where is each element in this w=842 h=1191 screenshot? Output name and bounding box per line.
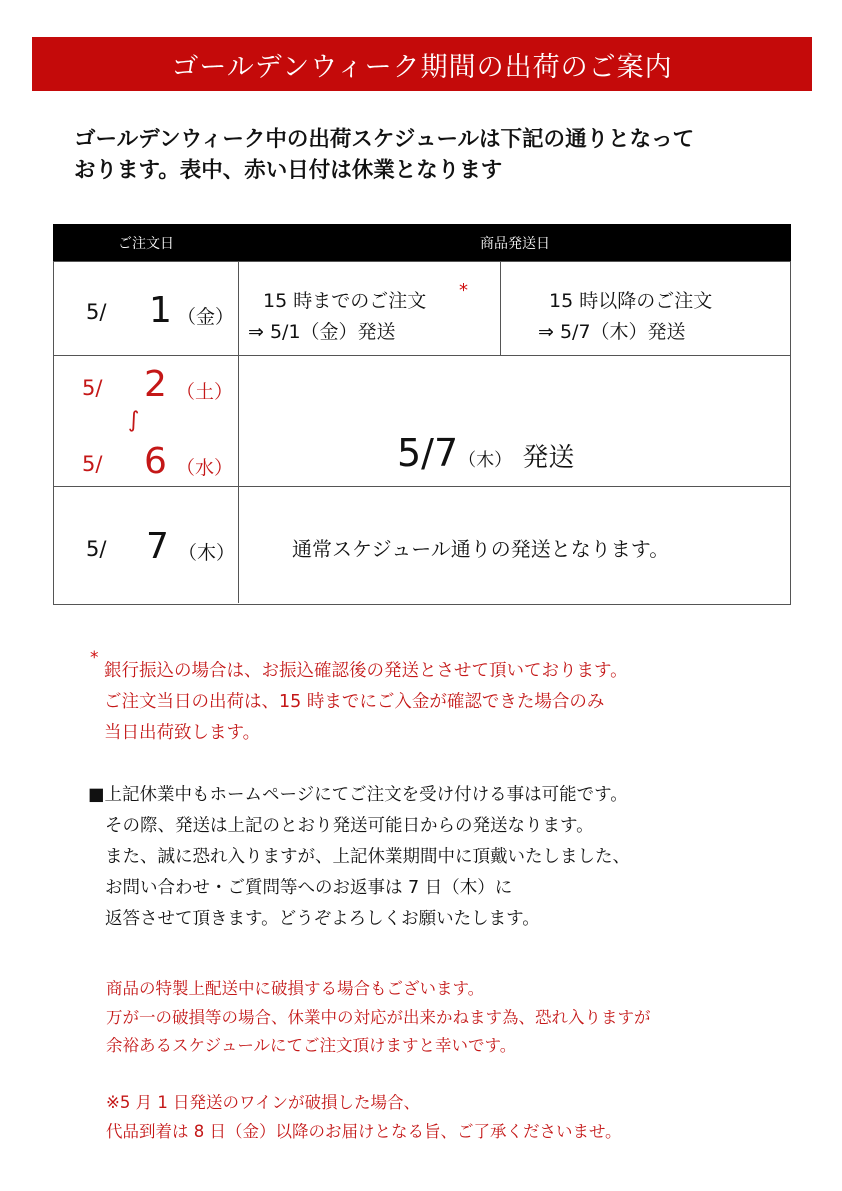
web-note-line-1: ■上記休業中もホームページにてご注文を受け付ける事は可能です。 xyxy=(88,785,628,805)
damage-note-spacer xyxy=(106,1061,651,1090)
damage-note-line-5: ※5 月 1 日発送のワインが破損した場合、 xyxy=(106,1093,421,1112)
row1-day: 1 xyxy=(149,290,172,331)
row2-to-weekday: （水） xyxy=(176,457,234,479)
bank-transfer-note xyxy=(104,656,628,749)
asterisk-mark: * xyxy=(459,280,468,301)
after-15-ship: ⇒ 5/7（木）発送 xyxy=(538,321,686,343)
row-divider xyxy=(54,355,790,356)
bank-note-line-2: ご注文当日の出荷は、15 時までにご入金が確認できた場合のみ xyxy=(104,692,605,712)
row3-day: 7 xyxy=(146,526,169,567)
web-note-line-5: 返答させて頂きます。どうぞよろしくお願いたします。 xyxy=(105,909,540,929)
row2-from-weekday: （土） xyxy=(176,381,234,403)
row2-to-day: 6 xyxy=(144,441,167,482)
row2-ship-date xyxy=(397,431,574,475)
before-15-title: 15 時までのご注文 xyxy=(263,290,427,312)
row3-weekday: （木） xyxy=(178,542,236,564)
bank-note-line-1: 銀行振込の場合は、お振込確認後の発送とさせて頂いております。 xyxy=(104,661,628,681)
before-15-ship: ⇒ 5/1（金）発送 xyxy=(248,321,396,343)
damage-note-line-2: 万が一の破損等の場合、休業中の対応が出来かねます為、恐れ入りますが xyxy=(106,1007,651,1027)
column-divider xyxy=(238,262,239,603)
page-title: ゴールデンウィーク期間の出荷のご案内 xyxy=(171,51,673,83)
header-order-date: ご注文日 xyxy=(118,235,174,252)
table-body xyxy=(53,261,791,605)
intro-text xyxy=(74,124,794,186)
damage-note-line-6: 代品到着は 8 日（金）以降のお届けとなる旨、ご了承くださいませ。 xyxy=(106,1121,622,1141)
damage-note-line-1: 商品の特製上配送中に破損する場合もございます。 xyxy=(106,979,485,998)
web-note-line-4: お問い合わせ・ご質問等へのお返事は 7 日（木）に xyxy=(105,878,513,898)
range-mark: ∫ xyxy=(128,408,140,433)
bank-note-asterisk: * xyxy=(90,648,99,668)
row-divider xyxy=(54,486,790,487)
row2-ship-date-value: 5/7 xyxy=(397,431,459,475)
row2-ship-label: 発送 xyxy=(522,443,575,473)
damage-note xyxy=(106,975,651,1146)
web-note-line-3: また、誠に恐れ入りますが、上記休業期間中に頂戴いたしました、 xyxy=(105,847,630,867)
row3-ship-text: 通常スケジュール通りの発送となります。 xyxy=(292,537,670,561)
row2-from-day: 2 xyxy=(144,364,167,405)
row1-weekday: （金） xyxy=(177,306,235,328)
web-order-note xyxy=(88,780,630,935)
page-title-banner xyxy=(32,37,812,91)
row2-to-month: 5/ xyxy=(82,452,103,476)
header-ship-date: 商品発送日 xyxy=(480,235,550,252)
after-15-title: 15 時以降のご注文 xyxy=(549,290,713,312)
intro-line-1: ゴールデンウィーク中の出荷スケジュールは下記の通りとなって xyxy=(74,127,695,152)
shipping-schedule-table xyxy=(53,224,791,605)
row3-month: 5/ xyxy=(86,537,107,561)
row2-ship-weekday: （木） xyxy=(458,450,513,471)
column-divider xyxy=(500,262,501,355)
row1-month: 5/ xyxy=(86,300,107,324)
table-header xyxy=(53,224,791,261)
row2-from-month: 5/ xyxy=(82,376,103,400)
intro-line-2: おります。表中、赤い日付は休業となります xyxy=(74,158,503,183)
damage-note-line-3: 余裕あるスケジュールにてご注文頂けますと幸いです。 xyxy=(106,1036,517,1055)
bank-note-line-3: 当日出荷致します。 xyxy=(104,723,261,743)
web-note-line-2: その際、発送は上記のとおり発送可能日からの発送なります。 xyxy=(105,816,594,836)
